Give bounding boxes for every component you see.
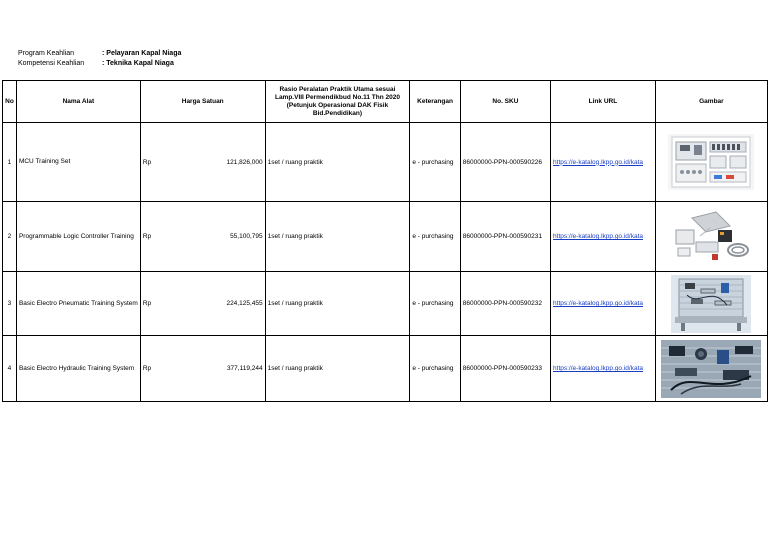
cell-gambar (655, 202, 767, 272)
table-row (3, 272, 768, 336)
meta-program-row (18, 49, 181, 59)
cell-harga (140, 123, 265, 202)
cell-harga (140, 336, 265, 402)
kompetensi-value: : Teknika Kapal Niaga (102, 60, 174, 67)
kompetensi-label: Kompetensi Keahlian (18, 60, 85, 67)
price-amount: 121,826,000 (226, 158, 263, 166)
cell-sku: 86000000-PPN-000590233 (460, 336, 550, 402)
header-nama-alat: Nama Alat (16, 81, 140, 123)
catalog-link[interactable]: https://e-katalog.lkpp.go.id/kata (553, 158, 644, 166)
cell-gambar (655, 336, 767, 402)
cell-nama-alat: Basic Electro Pneumatic Training System (16, 272, 140, 336)
currency-label: Rp (142, 233, 152, 240)
price-amount: 55,100,795 (230, 233, 263, 240)
meta-kompetensi-row (18, 59, 181, 69)
header-keterangan: Keterangan (410, 81, 460, 123)
header-link-url: Link URL (551, 81, 656, 123)
meta-info (18, 49, 181, 69)
cell-gambar (655, 272, 767, 336)
currency-label: Rp (142, 300, 152, 307)
catalog-link[interactable]: https://e-katalog.lkpp.go.id/kata (553, 365, 644, 372)
program-label: Program Keahlian (18, 50, 75, 57)
cell-keterangan: e - purchasing (410, 336, 460, 402)
pneumatic-trainer-photo-icon (671, 275, 751, 333)
table-header-row (3, 81, 768, 123)
header-rasio: Rasio Peralatan Praktik Utama sesuai Lamp.VIII Permendikbud No.11 Thn 2020 (Petunjuk Operasional DAK Fisik Bid.Pendidikan) (265, 81, 410, 123)
currency-label: Rp (142, 158, 152, 166)
cell-nama-alat: Basic Electro Hydraulic Training System (16, 336, 140, 402)
cell-no: 2 (3, 202, 17, 272)
cell-link (551, 336, 656, 402)
cell-rasio: 1set / ruang praktik (265, 123, 410, 202)
cell-no: 1 (3, 123, 17, 202)
cell-keterangan: e - purchasing (410, 123, 460, 202)
cell-sku: 86000000-PPN-000590226 (460, 123, 550, 202)
table-row (3, 123, 768, 202)
cell-no: 3 (3, 272, 17, 336)
currency-label: Rp (142, 365, 152, 372)
cell-link (551, 123, 656, 202)
cell-gambar (655, 123, 767, 202)
header-gambar: Gambar (655, 81, 767, 123)
cell-sku: 86000000-PPN-000590232 (460, 272, 550, 336)
cell-rasio: 1set / ruang praktik (265, 336, 410, 402)
cell-harga (140, 272, 265, 336)
cell-keterangan: e - purchasing (410, 272, 460, 336)
table-row (3, 336, 768, 402)
cell-rasio: 1set / ruang praktik (265, 272, 410, 336)
cell-nama-alat: MCU Training Set (16, 123, 140, 202)
cell-link (551, 272, 656, 336)
price-amount: 224,125,455 (226, 300, 263, 307)
mcu-board-photo-icon (668, 134, 754, 190)
table-row (3, 202, 768, 272)
cell-keterangan: e - purchasing (410, 202, 460, 272)
cell-link (551, 202, 656, 272)
cell-rasio: 1set / ruang praktik (265, 202, 410, 272)
hydraulic-trainer-photo-icon (661, 340, 761, 398)
price-amount: 377,119,244 (226, 365, 263, 372)
cell-no: 4 (3, 336, 17, 402)
header-no-sku: No. SKU (460, 81, 550, 123)
equipment-table (2, 80, 768, 402)
program-value: : Pelayaran Kapal Niaga (102, 50, 182, 57)
cell-harga (140, 202, 265, 272)
catalog-link[interactable]: https://e-katalog.lkpp.go.id/kata (553, 233, 644, 240)
header-harga-satuan: Harga Satuan (140, 81, 265, 123)
cell-nama-alat: Programmable Logic Controller Training (16, 202, 140, 272)
cell-sku: 86000000-PPN-000590231 (460, 202, 550, 272)
header-no: No (3, 81, 17, 123)
catalog-link[interactable]: https://e-katalog.lkpp.go.id/kata (553, 300, 644, 307)
plc-kit-photo-icon (670, 208, 752, 266)
